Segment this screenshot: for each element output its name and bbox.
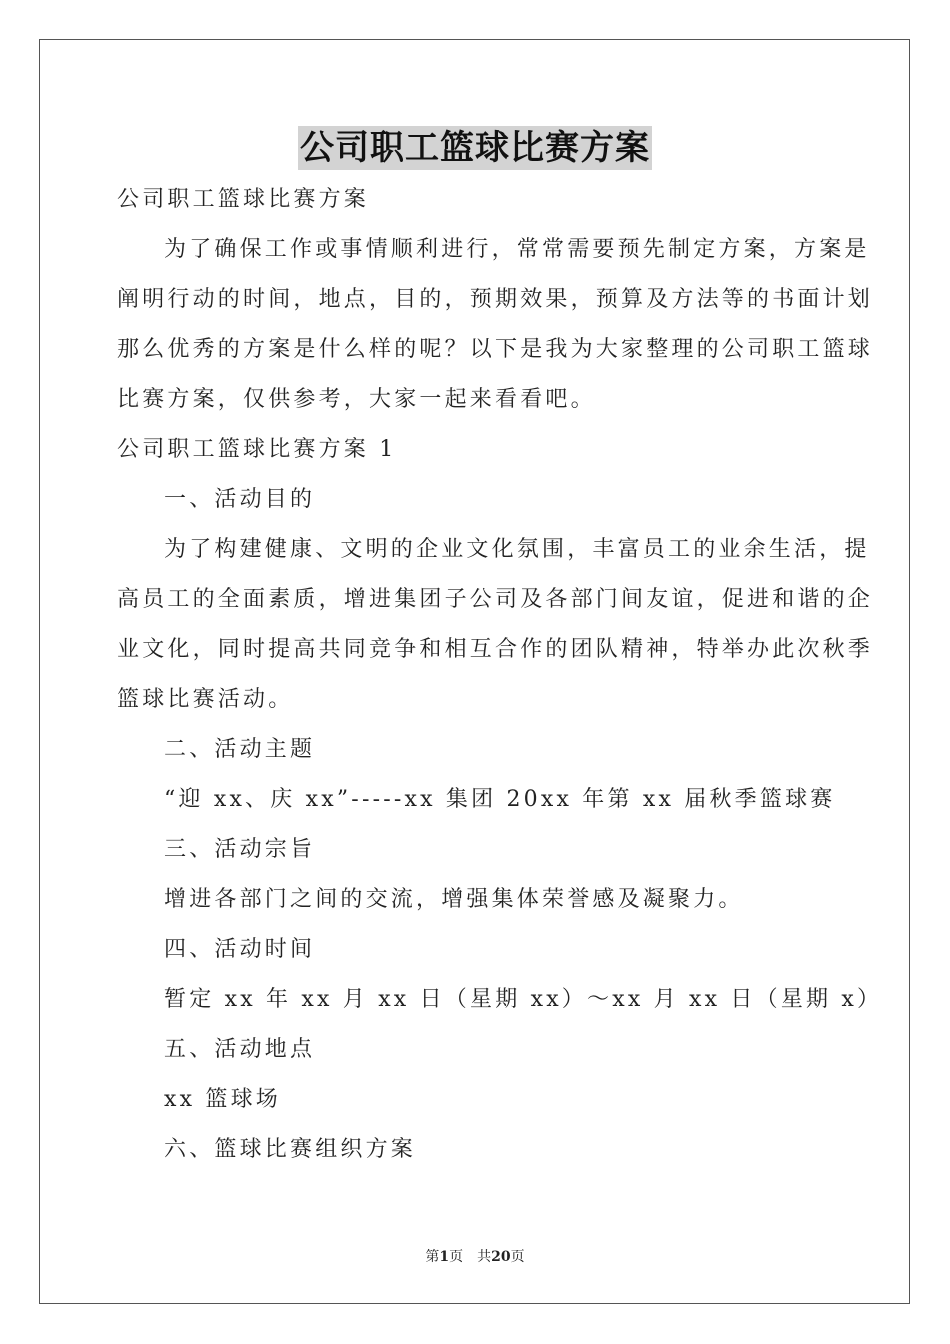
footer-mid: 页 共 [449,1249,492,1265]
footer-suffix: 页 [510,1249,525,1265]
paragraph-line: 公司职工篮球比赛方案 1 [117,437,397,462]
paragraph-line: 五、活动地点 [164,1037,316,1062]
paragraph-line: 业文化，同时提高共同竞争和相互合作的团队精神，特举办此次秋季 [117,637,874,662]
paragraph-line: 比赛方案，仅供参考，大家一起来看看吧。 [117,387,596,412]
paragraph-line: 篮球比赛活动。 [117,687,294,712]
footer-current-page: 1 [439,1249,450,1265]
document-title: 公司职工篮球比赛方案 [300,128,650,168]
paragraph-line: 为了构建健康、文明的企业文化氛围，丰富员工的业余生活，提 [164,537,870,562]
paragraph-line: 二、活动主题 [164,737,316,762]
paragraph-line: 暂定 xx 年 xx 月 xx 日（星期 xx）～xx 月 xx 日（星期 x） [164,987,883,1012]
paragraph-line: 三、活动宗旨 [164,837,316,862]
paragraph-line: 那么优秀的方案是什么样的呢？以下是我为大家整理的公司职工篮球 [117,337,874,362]
paragraph-line: 一、活动目的 [164,487,316,512]
paragraph-line: xx 篮球场 [164,1087,282,1112]
paragraph-line: 为了确保工作或事情顺利进行，常常需要预先制定方案，方案是 [164,237,870,262]
page-footer [0,1247,950,1267]
paragraph-line: “迎 xx、庆 xx”-----xx 集团 20xx 年第 xx 届秋季篮球赛 [164,787,836,812]
paragraph-line: 阐明行动的时间，地点，目的，预期效果，预算及方法等的书面计划 [117,287,874,312]
paragraph-line: 六、篮球比赛组织方案 [164,1137,417,1162]
paragraph-line: 四、活动时间 [164,937,316,962]
paragraph-line: 增进各部门之间的交流，增强集体荣誉感及凝聚力。 [164,887,744,912]
document-body [117,175,883,1175]
paragraph-line: 公司职工篮球比赛方案 [117,187,370,212]
paragraph-line: 高员工的全面素质，增进集团子公司及各部门间友谊，促进和谐的企 [117,587,874,612]
footer-total-pages: 20 [491,1249,511,1265]
footer-prefix: 第 [425,1249,440,1265]
title-wrap [0,126,950,170]
